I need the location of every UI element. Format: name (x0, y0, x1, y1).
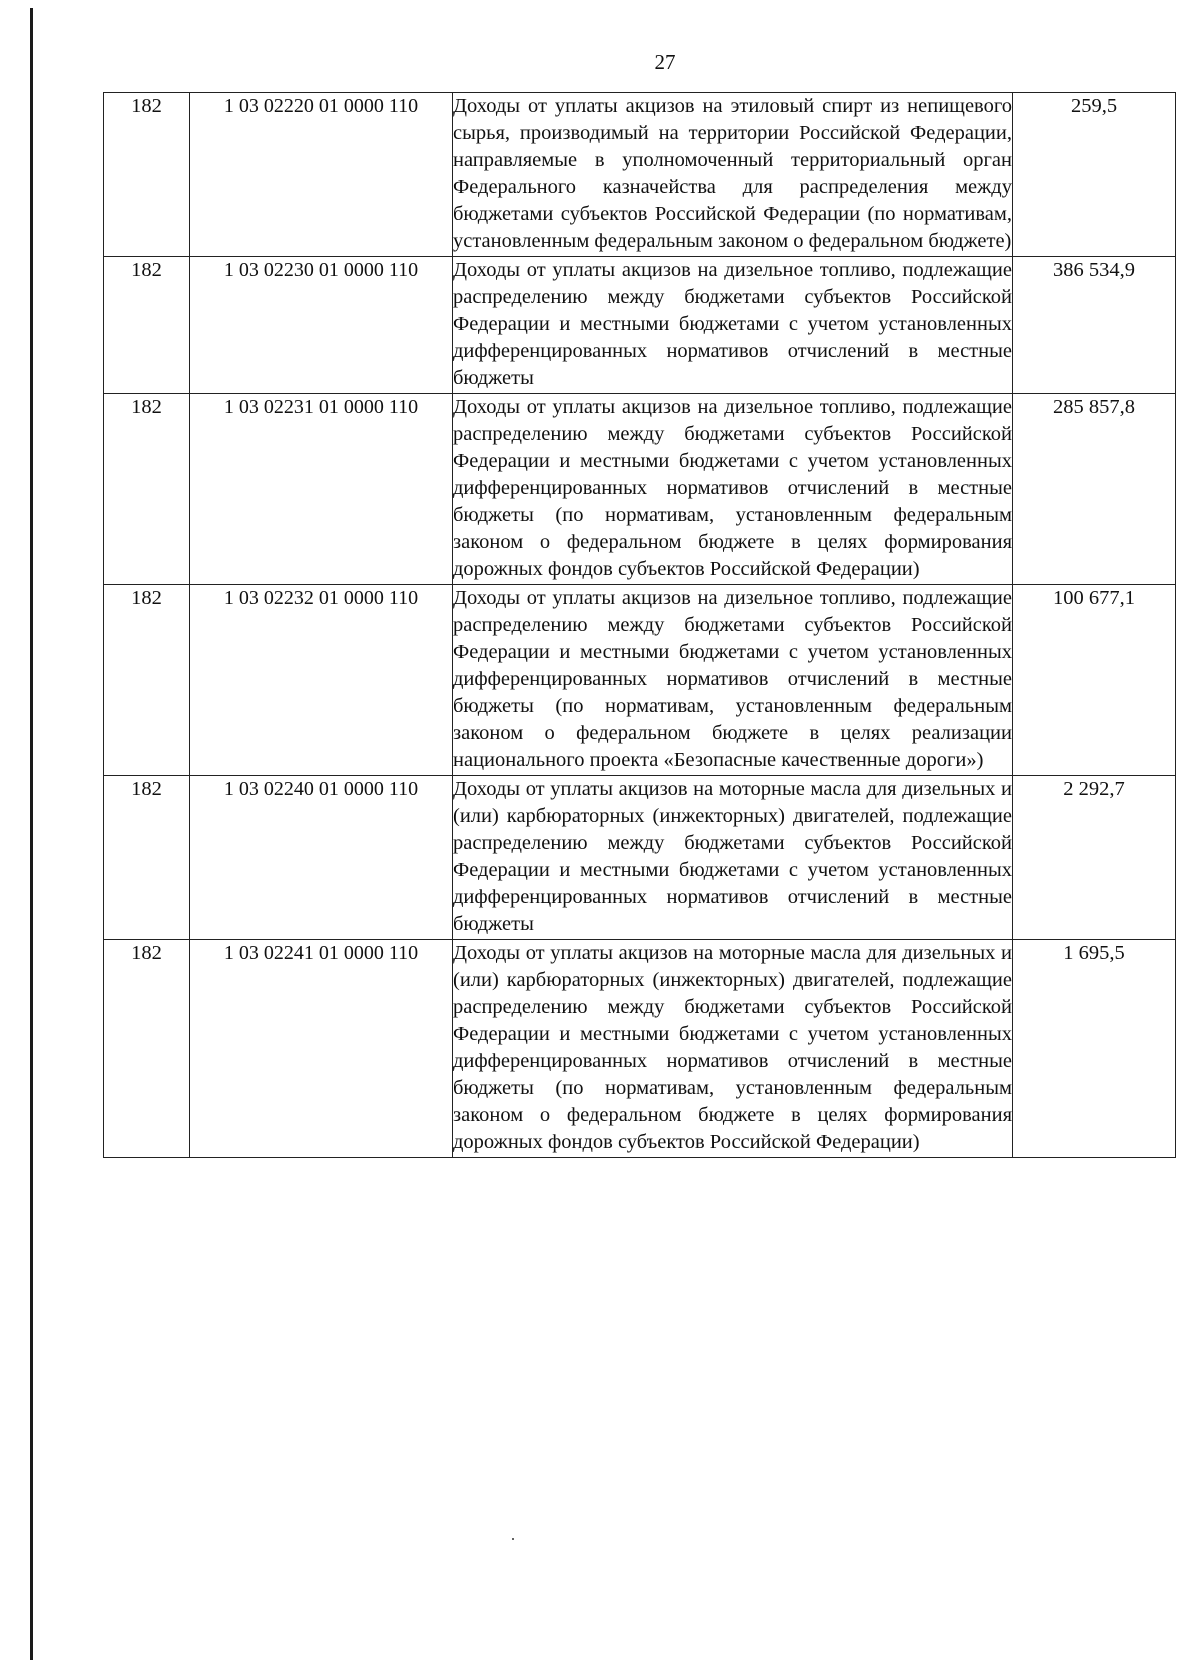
table-row (104, 940, 1176, 1158)
table-row (104, 394, 1176, 585)
admin-code-cell: 182 (104, 93, 190, 257)
amount-cell: 1 695,5 (1013, 940, 1176, 1158)
amount-cell: 285 857,8 (1013, 394, 1176, 585)
amount-cell: 100 677,1 (1013, 585, 1176, 776)
revenue-description-cell: Доходы от уплаты акцизов на дизельное топливо, подлежащие распределению между бюджетами субъектов Российской Федерации и местными бюджетами с учетом установленных дифференцированных нормативов отчислений в местные бюджеты (по нормативам, установленным федеральным законом о федеральном бюджете в целях формирования дорожных фондов субъектов Российской Федерации) (453, 394, 1013, 585)
table-row (104, 776, 1176, 940)
scan-speck (512, 1538, 514, 1540)
table-row (104, 93, 1176, 257)
admin-code-cell: 182 (104, 940, 190, 1158)
revenue-description-cell: Доходы от уплаты акцизов на дизельное топливо, подлежащие распределению между бюджетами субъектов Российской Федерации и местными бюджетами с учетом установленных дифференцированных нормативов отчислений в местные бюджеты (по нормативам, установленным федеральным законом о федеральном бюджете в целях реализации национального проекта «Безопасные качественные дороги») (453, 585, 1013, 776)
admin-code-cell: 182 (104, 776, 190, 940)
amount-cell: 259,5 (1013, 93, 1176, 257)
amount-cell: 386 534,9 (1013, 257, 1176, 394)
budget-classification-code-cell: 1 03 02232 01 0000 110 (190, 585, 453, 776)
admin-code-cell: 182 (104, 257, 190, 394)
revenue-description-cell: Доходы от уплаты акцизов на моторные масла для дизельных и (или) карбюраторных (инжекторных) двигателей, подлежащие распределению между бюджетами субъектов Российской Федерации и местными бюджетами с учетом установленных дифференцированных нормативов отчислений в местные бюджеты (по нормативам, установленным федеральным законом о федеральном бюджете в целях формирования дорожных фондов субъектов Российской Федерации) (453, 940, 1013, 1158)
page-number: 27 (654, 50, 676, 74)
revenue-description-cell: Доходы от уплаты акцизов на этиловый спирт из непищевого сырья, производимый на территории Российской Федерации, направляемые в уполномоченный территориальный орган Федерального казначейства для распределения между бюджетами субъектов Российской Федерации (по нормативам, установленным федеральным законом о федеральном бюджете) (453, 93, 1013, 257)
revenue-table (103, 92, 1176, 1158)
table-row (104, 585, 1176, 776)
budget-classification-code-cell: 1 03 02231 01 0000 110 (190, 394, 453, 585)
amount-cell: 2 292,7 (1013, 776, 1176, 940)
budget-classification-code-cell: 1 03 02240 01 0000 110 (190, 776, 453, 940)
budget-classification-code-cell: 1 03 02220 01 0000 110 (190, 93, 453, 257)
admin-code-cell: 182 (104, 394, 190, 585)
budget-classification-code-cell: 1 03 02241 01 0000 110 (190, 940, 453, 1158)
revenue-description-cell: Доходы от уплаты акцизов на моторные масла для дизельных и (или) карбюраторных (инжекторных) двигателей, подлежащие распределению между бюджетами субъектов Российской Федерации и местными бюджетами с учетом установленных дифференцированных нормативов отчислений в местные бюджеты (453, 776, 1013, 940)
budget-classification-code-cell: 1 03 02230 01 0000 110 (190, 257, 453, 394)
scan-margin-line (30, 8, 33, 1660)
admin-code-cell: 182 (104, 585, 190, 776)
table-row (104, 257, 1176, 394)
revenue-description-cell: Доходы от уплаты акцизов на дизельное топливо, подлежащие распределению между бюджетами субъектов Российской Федерации и местными бюджетами с учетом установленных дифференцированных нормативов отчислений в местные бюджеты (453, 257, 1013, 394)
